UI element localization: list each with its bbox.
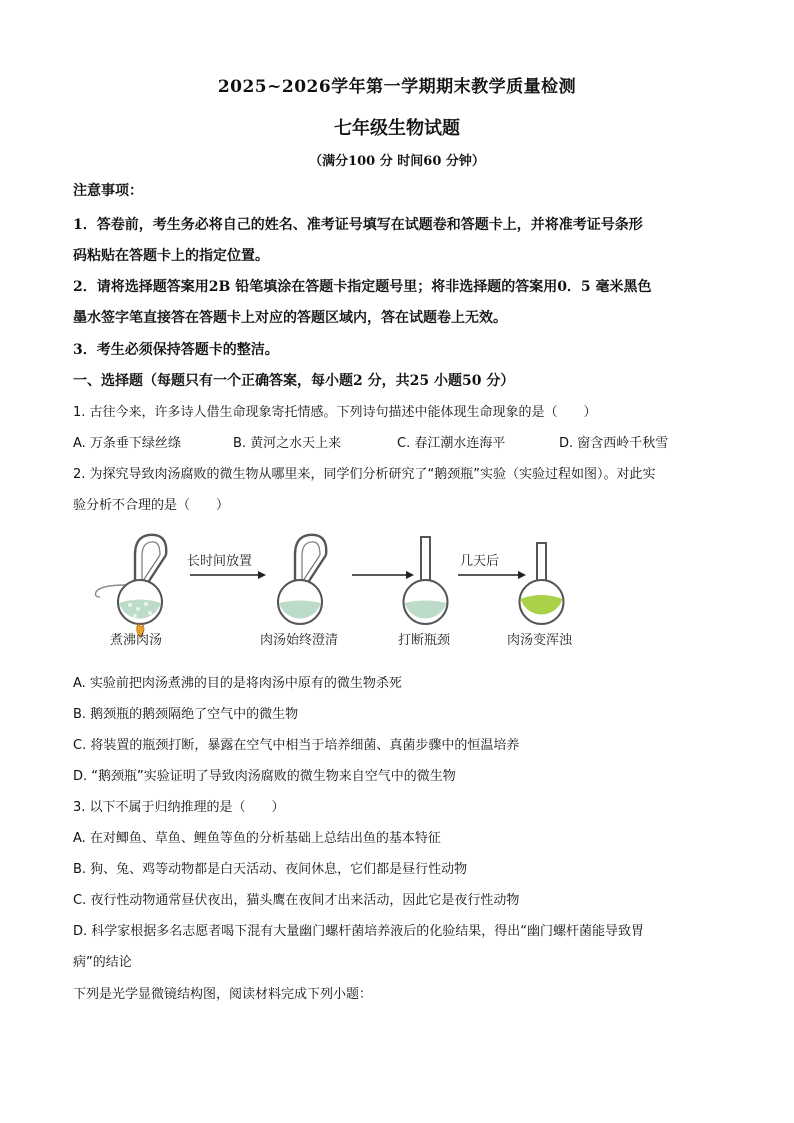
goose-neck-flask-figure xyxy=(80,525,620,655)
question-2-option-c: C. 将装置的瓶颈打断，暴露在空气中相当于培养细菌、真菌步骤中的恒温培养 xyxy=(73,738,520,753)
question-3-option-b: B. 狗、兔、鸡等动物都是白天活动、夜间休息，它们都是昼行性动物 xyxy=(73,862,468,877)
notice-item-1-line-1: 1．答卷前，考生务必将自己的姓名、准考证号填写在试题卷和答题卡上，并将准考证号条形 xyxy=(73,217,643,233)
flask-clear xyxy=(278,535,326,624)
notice-item-3: 3．考生必须保持答题卡的整洁。 xyxy=(73,342,279,358)
question-1-option-a: A. 万条垂下绿丝绦 xyxy=(73,436,181,451)
question-1-option-c: C. 春江潮水连海平 xyxy=(397,436,506,451)
caption-break: 打断瓶颈 xyxy=(398,633,451,648)
question-3-stem: 3. 以下不属于归纳推理的是（ ） xyxy=(73,800,285,815)
question-3-option-d-line-1: D. 科学家根据多名志愿者喝下混有大量幽门螺杆菌培养液后的化验结果，得出“幽门螺杆菌能导致胃 xyxy=(73,924,645,939)
notice-item-2-line-1: 2．请将选择题答案用2B 铅笔填涂在答题卡指定题号里；将非选择题的答案用0．5 毫米黑色 xyxy=(73,279,652,295)
notice-item-1-line-2: 码粘贴在答题卡上的指定位置。 xyxy=(73,248,269,264)
arrow-break-neck xyxy=(352,571,414,579)
question-3-option-a: A. 在对鲫鱼、草鱼、鲤鱼等鱼的分析基础上总结出鱼的基本特征 xyxy=(73,831,441,846)
question-1-option-b: B. 黄河之水天上来 xyxy=(233,436,342,451)
question-3-option-c: C. 夜行性动物通常昼伏夜出，猫头鹰在夜间才出来活动，因此它是夜行性动物 xyxy=(73,893,520,908)
notice-heading: 注意事项： xyxy=(73,183,143,199)
material-intro: 下列是光学显微镜结构图，阅读材料完成下列小题： xyxy=(73,987,373,1002)
notice-item-2-line-2: 墨水签字笔直接答在答题卡上对应的答题区域内，答在试题卷上无效。 xyxy=(73,310,507,326)
section-heading: 一、选择题（每题只有一个正确答案，每小题2 分，共25 小题50 分） xyxy=(73,373,515,389)
question-2-stem-line-2: 验分析不合理的是（ ） xyxy=(73,498,230,513)
arrow-1-label: 长时间放置 xyxy=(187,554,253,569)
arrow-long-time xyxy=(187,553,266,579)
question-1-options xyxy=(73,432,733,450)
arrow-3-label: 几天后 xyxy=(460,554,500,569)
exam-info: （满分100 分 时间60 分钟） xyxy=(309,154,485,169)
caption-boiling: 煮沸肉汤 xyxy=(110,633,163,648)
question-1-option-d: D. 窗含西岭千秋雪 xyxy=(559,436,669,451)
caption-clear: 肉汤始终澄清 xyxy=(260,633,339,648)
question-3-option-d-line-2: 病”的结论 xyxy=(73,955,132,970)
question-2-option-a: A. 实验前把肉汤煮沸的目的是将肉汤中原有的微生物杀死 xyxy=(73,676,402,691)
flask-broken-neck xyxy=(404,537,448,624)
flask-turbid xyxy=(520,543,564,624)
question-2-option-b: B. 鹅颈瓶的鹅颈隔绝了空气中的微生物 xyxy=(73,707,299,722)
question-2-stem-line-1: 2. 为探究导致肉汤腐败的微生物从哪里来，同学们分析研究了“鹅颈瓶”实验（实验过程如图）。对此实 xyxy=(73,467,656,482)
arrow-days-later xyxy=(458,554,526,579)
question-1-stem: 1. 古往今来，许多诗人借生命现象寄托情感。下列诗句描述中能体现生命现象的是（ ） xyxy=(73,405,597,420)
exam-title: 2025~2026学年第一学期期末教学质量检测 xyxy=(217,77,577,97)
exam-subject: 七年级生物试题 xyxy=(334,118,460,139)
caption-turbid: 肉汤变浑浊 xyxy=(507,633,573,648)
flask-boiling xyxy=(96,535,167,637)
question-2-option-d: D. “鹅颈瓶”实验证明了导致肉汤腐败的微生物来自空气中的微生物 xyxy=(73,769,456,784)
